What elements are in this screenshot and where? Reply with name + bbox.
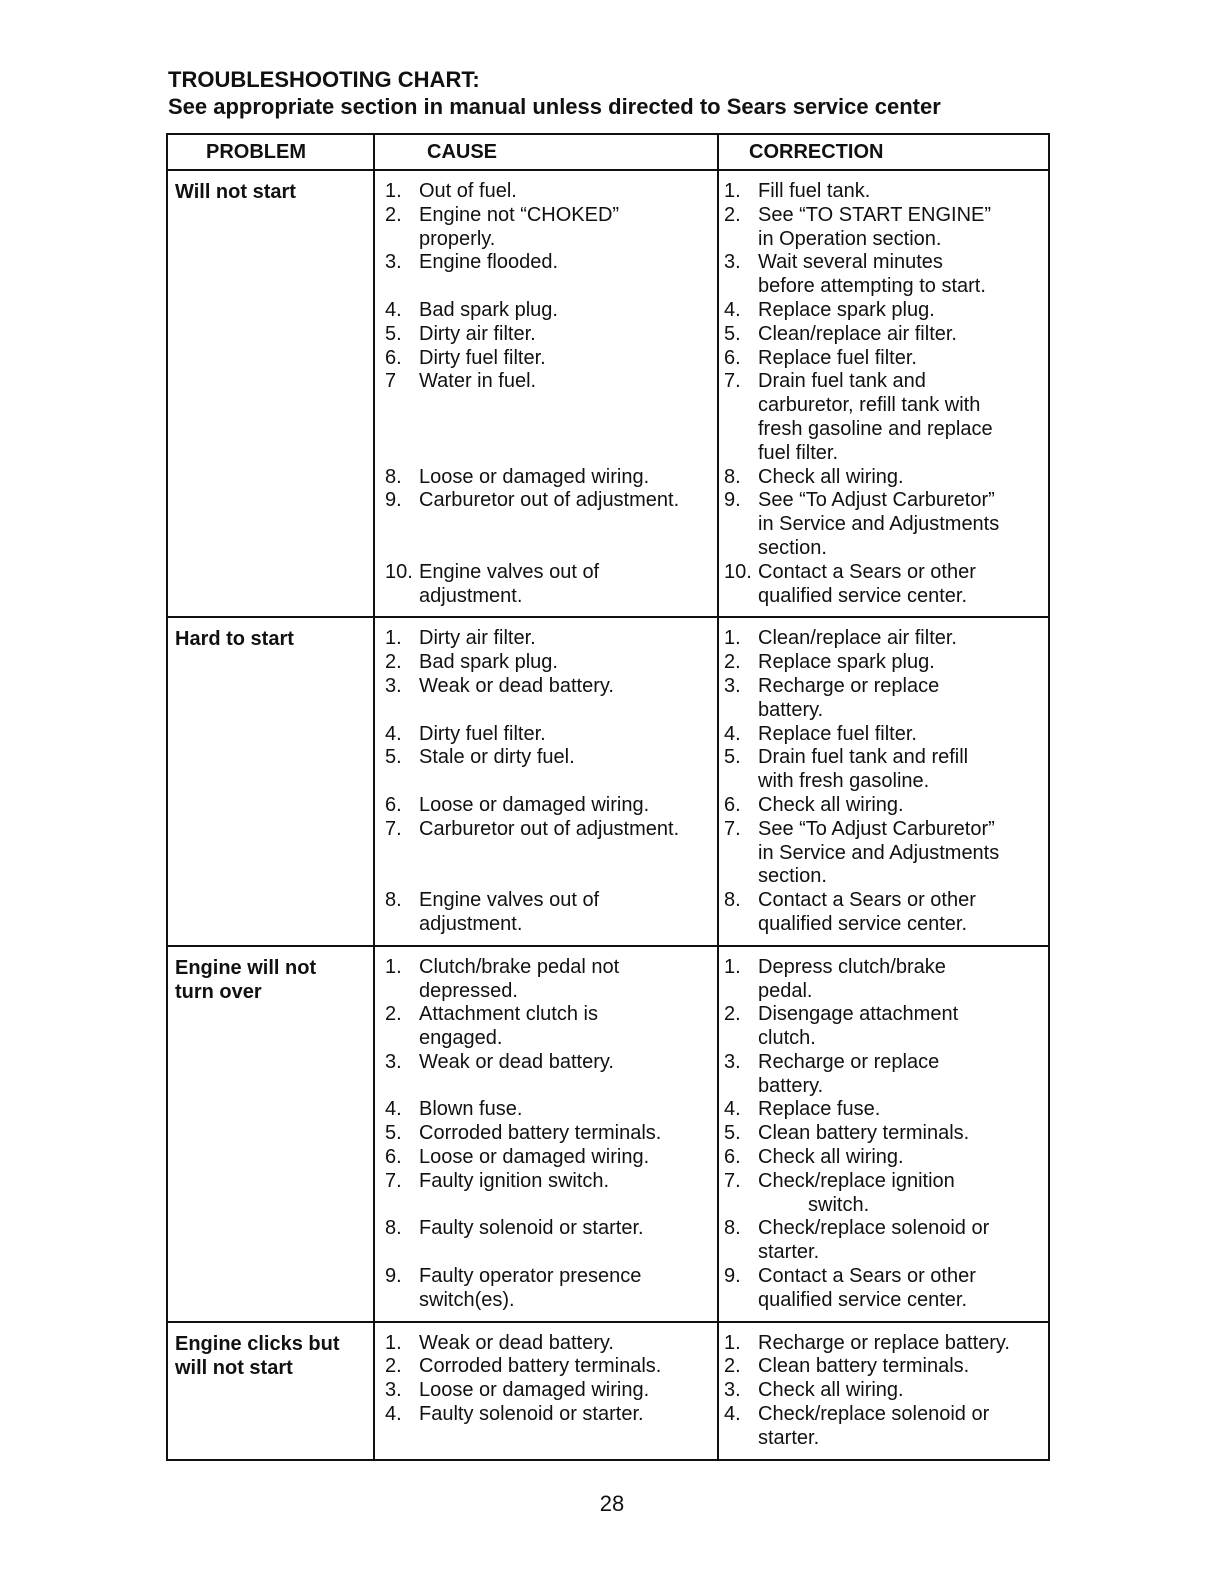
correction-text: Check/replace solenoid or: [758, 1217, 990, 1240]
correction-text: fresh gasoline and replace: [758, 417, 993, 440]
correction-text: Replace fuel filter.: [758, 346, 917, 369]
correction-text: Replace fuse.: [758, 1098, 881, 1121]
correction-text: Check all wiring.: [758, 1379, 904, 1402]
correction-text: clutch.: [758, 1027, 816, 1050]
cause-number: 7.: [385, 1169, 402, 1192]
cause-text: Blown fuse.: [419, 1098, 523, 1121]
column-header-problem: PROBLEM: [206, 141, 306, 163]
cause-text: Faulty operator presence: [419, 1265, 642, 1288]
cause-item: [385, 466, 717, 490]
correction-item: [724, 818, 1046, 889]
cause-text: Faulty ignition switch.: [419, 1169, 610, 1192]
cause-item: [385, 489, 717, 560]
correction-item: [724, 1379, 1046, 1403]
cause-item: [385, 1122, 717, 1146]
correction-text: fuel filter.: [758, 441, 839, 464]
cause-number: 8.: [385, 1217, 402, 1240]
correction-text: carburetor, refill tank with: [758, 394, 981, 417]
cause-item: [385, 1146, 717, 1170]
cause-number: 4.: [385, 722, 402, 745]
correction-text: Wait several minutes: [758, 251, 943, 274]
cause-number: 1.: [385, 955, 402, 978]
problem-label: Hard to start: [175, 628, 294, 651]
cause-number: 10.: [385, 560, 413, 583]
cause-text: adjustment.: [419, 584, 523, 607]
cause-item: [385, 370, 717, 465]
correction-number: 2.: [724, 203, 741, 226]
cause-text: Weak or dead battery.: [419, 1050, 614, 1073]
cause-text: Corroded battery terminals.: [419, 1355, 662, 1378]
correction-number: 1.: [724, 955, 741, 978]
cause-number: 7: [385, 370, 397, 393]
cause-number: 1.: [385, 1331, 402, 1354]
cause-item: [385, 675, 717, 723]
cause-item: [385, 1098, 717, 1122]
cause-text: Loose or damaged wiring.: [419, 1146, 650, 1169]
correction-text: Clean battery terminals.: [758, 1122, 970, 1145]
correction-number: 1.: [724, 627, 741, 650]
cause-number: 4.: [385, 298, 402, 321]
cause-item: [385, 1403, 717, 1427]
correction-number: 2.: [724, 1003, 741, 1026]
cause-cell: [373, 618, 717, 944]
correction-number: 10.: [724, 560, 752, 583]
problem-section: [168, 171, 1048, 618]
correction-cell: [717, 1323, 1048, 1459]
correction-text: Replace spark plug.: [758, 298, 935, 321]
correction-text: Replace fuel filter.: [758, 722, 917, 745]
correction-text: Depress clutch/brake: [758, 955, 946, 978]
correction-number: 6.: [724, 793, 741, 816]
correction-number: 8.: [724, 889, 741, 912]
cause-number: 2.: [385, 203, 402, 226]
correction-item: [724, 651, 1046, 675]
page-number: 28: [599, 1491, 625, 1516]
cause-cell: [373, 171, 717, 616]
correction-text: Recharge or replace: [758, 674, 940, 697]
cause-text: Water in fuel.: [419, 370, 537, 393]
correction-text: qualified service center.: [758, 912, 968, 935]
cause-item: [385, 1355, 717, 1379]
cause-text: Dirty fuel filter.: [419, 346, 546, 369]
cause-number: 9.: [385, 489, 402, 512]
problem-label: Engine clicks but: [175, 1332, 340, 1355]
cause-item: [385, 323, 717, 347]
cause-number: 9.: [385, 1265, 402, 1288]
cause-item: [385, 956, 717, 1004]
correction-text: with fresh gasoline.: [758, 770, 930, 793]
correction-number: 4.: [724, 1098, 741, 1121]
cause-cell: [373, 1323, 717, 1459]
correction-text: Clean/replace air filter.: [758, 322, 957, 345]
cause-item: [385, 299, 717, 323]
correction-number: 1.: [724, 180, 741, 202]
correction-cell: [717, 947, 1048, 1321]
cause-number: 8.: [385, 465, 402, 488]
cause-text: Loose or damaged wiring.: [419, 1379, 650, 1402]
cause-text: depressed.: [419, 979, 518, 1002]
cause-text: Engine valves out of: [419, 560, 600, 583]
correction-text: Check/replace ignition: [758, 1169, 955, 1192]
column-header-cause: CAUSE: [373, 135, 717, 169]
correction-text: in Service and Adjustments: [758, 841, 1000, 864]
correction-text: Clean/replace air filter.: [758, 627, 957, 650]
correction-item: [724, 627, 1046, 651]
correction-text: See “To Adjust Carburetor”: [758, 489, 995, 512]
correction-item: [724, 675, 1046, 723]
cause-number: 3.: [385, 251, 402, 274]
cause-text: Attachment clutch is: [419, 1003, 598, 1026]
correction-text: Drain fuel tank and: [758, 370, 926, 393]
cause-item: [385, 1332, 717, 1356]
correction-cell: [717, 618, 1048, 944]
cause-number: 1.: [385, 627, 402, 650]
cause-number: 5.: [385, 746, 402, 769]
table-header-row: [168, 135, 1048, 171]
correction-item: [724, 323, 1046, 347]
correction-item: [724, 251, 1046, 299]
correction-number: 9.: [724, 489, 741, 512]
correction-text: in Operation section.: [758, 227, 942, 250]
cause-text: adjustment.: [419, 912, 523, 935]
cause-number: 2.: [385, 1355, 402, 1378]
correction-item: [724, 1003, 1046, 1051]
cause-item: [385, 651, 717, 675]
cause-text: Loose or damaged wiring.: [419, 465, 650, 488]
correction-text: section.: [758, 536, 827, 559]
cause-item: [385, 204, 717, 252]
correction-text: before attempting to start.: [758, 275, 986, 298]
correction-text: Check all wiring.: [758, 465, 904, 488]
correction-text: qualified service center.: [758, 1288, 968, 1311]
cause-item: [385, 347, 717, 371]
correction-number: 6.: [724, 346, 741, 369]
correction-text: Contact a Sears or other: [758, 560, 976, 583]
correction-item: [724, 347, 1046, 371]
cause-item: [385, 1379, 717, 1403]
correction-text: Clean battery terminals.: [758, 1355, 970, 1378]
cause-text: Engine valves out of: [419, 889, 600, 912]
problem-label: turn over: [175, 980, 262, 1003]
cause-item: [385, 746, 717, 794]
problem-cell: [168, 947, 373, 1321]
problem-section: [168, 1323, 1048, 1459]
correction-text: See “To Adjust Carburetor”: [758, 817, 995, 840]
correction-item: [724, 489, 1046, 560]
cause-item: [385, 794, 717, 818]
correction-number: 2.: [724, 1355, 741, 1378]
correction-number: 5.: [724, 322, 741, 345]
correction-text: Recharge or replace: [758, 1050, 940, 1073]
correction-text: Contact a Sears or other: [758, 889, 976, 912]
cause-item: [385, 627, 717, 651]
cause-text: Dirty fuel filter.: [419, 722, 546, 745]
cause-number: 8.: [385, 889, 402, 912]
cause-text: Out of fuel.: [419, 180, 517, 202]
correction-text: Contact a Sears or other: [758, 1265, 976, 1288]
cause-item: [385, 1170, 717, 1218]
problem-label: will not start: [175, 1356, 293, 1379]
cause-number: 6.: [385, 346, 402, 369]
correction-item: [724, 1122, 1046, 1146]
cause-text: Dirty air filter.: [419, 322, 536, 345]
correction-text: pedal.: [758, 979, 813, 1002]
cause-text: switch(es).: [419, 1288, 515, 1311]
correction-number: 3.: [724, 1379, 741, 1402]
correction-item: [724, 1051, 1046, 1099]
problem-section: [168, 947, 1048, 1323]
cause-number: 4.: [385, 1098, 402, 1121]
cause-number: 2.: [385, 1003, 402, 1026]
correction-text: Fill fuel tank.: [758, 180, 871, 202]
cause-number: 7.: [385, 817, 402, 840]
problem-cell: [168, 171, 373, 616]
correction-number: 8.: [724, 1217, 741, 1240]
correction-number: 4.: [724, 1403, 741, 1426]
cause-number: 5.: [385, 322, 402, 345]
correction-text: Check all wiring.: [758, 1146, 904, 1169]
cause-item: [385, 1217, 717, 1265]
cause-cell: [373, 947, 717, 1321]
correction-item: [724, 1265, 1046, 1313]
correction-text: Check/replace solenoid or: [758, 1403, 990, 1426]
correction-number: 4.: [724, 298, 741, 321]
cause-text: engaged.: [419, 1027, 503, 1050]
correction-item: [724, 746, 1046, 794]
correction-text: Replace spark plug.: [758, 651, 935, 674]
correction-text: qualified service center.: [758, 584, 968, 607]
correction-text: Recharge or replace battery.: [758, 1331, 1010, 1354]
cause-text: Dirty air filter.: [419, 627, 536, 650]
cause-text: Faulty solenoid or starter.: [419, 1217, 644, 1240]
cause-item: [385, 1265, 717, 1313]
correction-number: 2.: [724, 651, 741, 674]
cause-number: 3.: [385, 674, 402, 697]
correction-text: Check all wiring.: [758, 793, 904, 816]
cause-number: 3.: [385, 1379, 402, 1402]
correction-text: starter.: [758, 1241, 820, 1264]
cause-text: Bad spark plug.: [419, 298, 558, 321]
cause-number: 3.: [385, 1050, 402, 1073]
correction-text: switch.: [808, 1193, 870, 1216]
correction-text: starter.: [758, 1426, 820, 1449]
correction-number: 1.: [724, 1331, 741, 1354]
cause-text: Bad spark plug.: [419, 651, 558, 674]
correction-item: [724, 1332, 1046, 1356]
cause-text: Corroded battery terminals.: [419, 1122, 662, 1145]
problem-cell: [168, 618, 373, 944]
cause-text: Clutch/brake pedal not: [419, 955, 620, 978]
correction-item: [724, 1098, 1046, 1122]
correction-number: 3.: [724, 251, 741, 274]
cause-text: Faulty solenoid or starter.: [419, 1403, 644, 1426]
correction-item: [724, 1217, 1046, 1265]
correction-number: 8.: [724, 465, 741, 488]
cause-item: [385, 251, 717, 299]
correction-number: 4.: [724, 722, 741, 745]
chart-subtitle: See appropriate section in manual unless directed to Sears service center: [168, 94, 941, 119]
cause-item: [385, 180, 717, 204]
correction-text: battery.: [758, 1074, 824, 1097]
correction-item: [724, 1403, 1046, 1451]
problem-cell: [168, 1323, 373, 1459]
correction-item: [724, 889, 1046, 937]
cause-text: Stale or dirty fuel.: [419, 746, 575, 769]
cause-text: Engine not “CHOKED”: [419, 203, 620, 226]
correction-text: See “TO START ENGINE”: [758, 203, 992, 226]
cause-item: [385, 818, 717, 889]
chart-title: TROUBLESHOOTING CHART:: [168, 67, 480, 92]
problem-label: Engine will not: [175, 956, 317, 979]
cause-text: properly.: [419, 227, 496, 250]
correction-text: Disengage attachment: [758, 1003, 959, 1026]
correction-item: [724, 370, 1046, 465]
correction-number: 7.: [724, 370, 741, 393]
correction-item: [724, 299, 1046, 323]
cause-text: Carburetor out of adjustment.: [419, 817, 680, 840]
correction-number: 3.: [724, 674, 741, 697]
cause-number: 6.: [385, 1146, 402, 1169]
correction-text: battery.: [758, 698, 824, 721]
correction-number: 3.: [724, 1050, 741, 1073]
cause-text: Weak or dead battery.: [419, 674, 614, 697]
correction-item: [724, 561, 1046, 609]
correction-item: [724, 1146, 1046, 1170]
cause-item: [385, 561, 717, 609]
correction-item: [724, 1355, 1046, 1379]
column-header-correction: CORRECTION: [717, 135, 1048, 169]
cause-item: [385, 1051, 717, 1099]
cause-text: Engine flooded.: [419, 251, 559, 274]
correction-number: 9.: [724, 1265, 741, 1288]
cause-text: Loose or damaged wiring.: [419, 793, 650, 816]
correction-item: [724, 204, 1046, 252]
correction-text: in Service and Adjustments: [758, 513, 1000, 536]
cause-text: Weak or dead battery.: [419, 1331, 614, 1354]
correction-item: [724, 723, 1046, 747]
correction-number: 7.: [724, 1169, 741, 1192]
cause-number: 1.: [385, 180, 402, 202]
correction-item: [724, 794, 1046, 818]
cause-item: [385, 723, 717, 747]
problem-section: [168, 618, 1048, 946]
cause-number: 6.: [385, 793, 402, 816]
cause-number: 2.: [385, 651, 402, 674]
correction-item: [724, 1170, 1046, 1218]
cause-item: [385, 1003, 717, 1051]
correction-text: section.: [758, 865, 827, 888]
cause-number: 4.: [385, 1403, 402, 1426]
correction-number: 5.: [724, 1122, 741, 1145]
problem-label: Will not start: [175, 181, 296, 203]
correction-number: 5.: [724, 746, 741, 769]
correction-number: 6.: [724, 1146, 741, 1169]
troubleshooting-table: [166, 133, 1050, 1461]
cause-item: [385, 889, 717, 937]
cause-number: 5.: [385, 1122, 402, 1145]
cause-text: Carburetor out of adjustment.: [419, 489, 680, 512]
correction-text: Drain fuel tank and refill: [758, 746, 969, 769]
correction-number: 7.: [724, 817, 741, 840]
correction-item: [724, 466, 1046, 490]
correction-cell: [717, 171, 1048, 616]
correction-item: [724, 956, 1046, 1004]
correction-item: [724, 180, 1046, 204]
page-heading: [168, 66, 1068, 120]
